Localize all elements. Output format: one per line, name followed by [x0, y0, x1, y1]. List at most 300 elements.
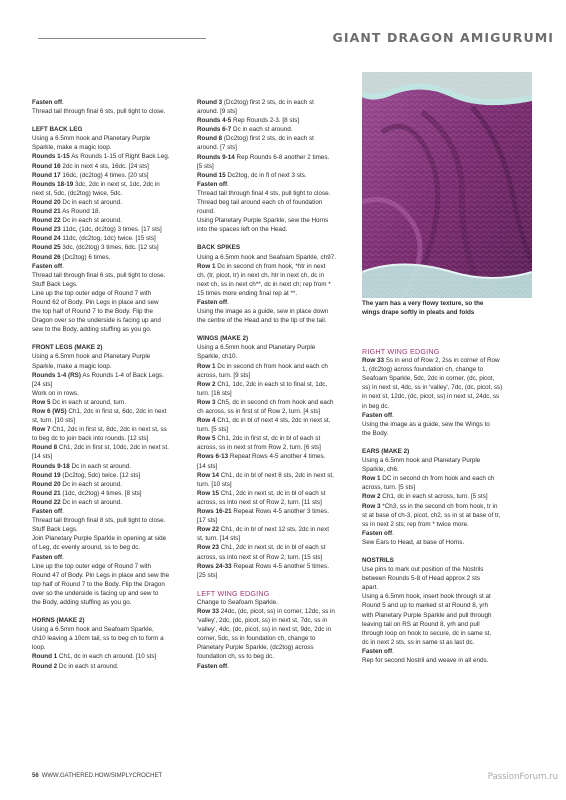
- step-text: Change to Seafoam Sparkle.: [197, 598, 278, 606]
- step-text: Using a 6.5mm hook, insert hook through st at: [362, 593, 491, 601]
- instruction-line: [197, 343, 357, 352]
- step-text: 24dc, (dc, picot, ss) in corner, 12dc, ss in: [219, 607, 335, 615]
- header-rule: [38, 38, 206, 39]
- instruction-line: [32, 553, 192, 562]
- instruction-line: [197, 652, 357, 661]
- step-text: st, turn. [14 sts]: [197, 535, 241, 543]
- instruction-line: [362, 456, 532, 465]
- instruction-line: [362, 520, 532, 529]
- step-label: Round 8: [197, 135, 223, 143]
- step-label: Rounds 9-14: [197, 153, 235, 161]
- column-middle: [197, 98, 357, 680]
- instruction-line: [32, 516, 192, 525]
- step-label: Round 22: [32, 498, 61, 506]
- page-title: GIANT DRAGON AMIGURUMI: [332, 30, 554, 45]
- step-text: Dc in second ch from hook and each ch: [215, 362, 328, 370]
- instruction-line: [32, 462, 192, 471]
- instruction-line: [32, 489, 192, 498]
- instruction-line: [362, 420, 532, 429]
- instruction-line: [362, 529, 532, 538]
- step-text: Dc in each st around, turn.: [50, 398, 127, 406]
- instruction-line: [197, 389, 357, 398]
- step-text: .: [227, 298, 229, 306]
- step-label: Row 14: [197, 471, 220, 479]
- page-number: 56: [32, 773, 39, 779]
- instruction-line: [32, 225, 192, 234]
- step-text: next st, 5dc, (dc2tog) twice, 5dc.: [32, 189, 123, 197]
- step-text: ch10 leaving a 10cm tail, ss to beg ch to form a: [32, 635, 164, 643]
- instruction-line: [197, 162, 357, 171]
- instruction-line: [32, 234, 192, 243]
- step-text: Using a 6.5mm hook and Planetary Purple: [32, 135, 151, 143]
- step-text: around. [9 sts]: [197, 108, 237, 116]
- step-label: Round 24: [32, 235, 61, 243]
- instruction-line: [362, 502, 532, 511]
- instruction-line: [32, 152, 192, 161]
- step-text: in beg dc.: [362, 402, 390, 410]
- instruction-line: [362, 629, 532, 638]
- instruction-line: [197, 371, 357, 380]
- instruction-line: [197, 352, 357, 361]
- step-label: Rounds 4-5: [197, 117, 232, 125]
- instruction-line: [362, 620, 532, 629]
- step-text: Ch1, 2dc in first st, dc in bl of each st: [215, 435, 321, 443]
- instruction-line: [362, 374, 532, 383]
- instruction-line: [32, 480, 192, 489]
- instruction-line: [32, 643, 192, 652]
- step-label: Rounds 6-7: [197, 126, 232, 134]
- step-text: Dc in each st around.: [57, 662, 119, 670]
- instruction-line: [197, 180, 357, 189]
- instruction-line: [197, 643, 357, 652]
- step-label: Row 3: [197, 398, 216, 406]
- step-text: Thread tail through final 6 sts, pull tight to close.: [32, 271, 166, 279]
- step-text: As Rounds 1-15 of Right Back Leg.: [69, 153, 170, 161]
- website-link[interactable]: WWW.GATHERED.HOW/SIMPLYCROCHET: [41, 773, 163, 779]
- page-header: [0, 0, 566, 58]
- section-heading: NOSTRILS: [362, 556, 394, 564]
- step-text: Ch5, dc in second ch from hook and each: [215, 398, 334, 406]
- step-text: Ch1, dc in each st across, turn. [5 sts]: [380, 493, 488, 501]
- step-text: .: [62, 99, 64, 106]
- step-text: (Dc2tog) 6 times.: [60, 253, 111, 261]
- step-text: Line up the top outer edge of Round 7 with: [32, 289, 152, 297]
- step-text: Using Planetary Purple Sparkle, sew the Horns: [197, 217, 329, 225]
- step-text: Rep for second Nostril and weave in all ends.: [362, 657, 489, 664]
- instruction-line: [197, 425, 357, 434]
- instruction-line: [32, 189, 192, 198]
- step-label: Row 23: [197, 544, 220, 552]
- instruction-line: [197, 253, 357, 262]
- step-text: Dc in each st around.: [60, 198, 122, 206]
- instruction-line: [32, 634, 192, 643]
- step-text: Dragon over so the underside is facing up and: [32, 317, 161, 325]
- instruction-line: [197, 489, 357, 498]
- step-text: (1dc, dc2tog) 4 times. [8 sts]: [60, 489, 142, 497]
- step-text: Thread tail through final 8 sts, pull tight to close.: [32, 517, 166, 525]
- instruction-line: [32, 598, 192, 607]
- pattern-section: [32, 616, 192, 671]
- step-text: Using a 6.5mm hook and Planetary Purple: [362, 457, 481, 465]
- step-label: Row 2: [197, 380, 216, 388]
- instruction-line: [197, 616, 357, 625]
- pattern-section: [362, 447, 532, 547]
- step-label: Row 5: [197, 435, 216, 443]
- step-label: Round 15: [197, 171, 226, 179]
- instruction-line: [32, 262, 192, 271]
- instruction-line: [197, 607, 357, 616]
- instruction-line: [197, 534, 357, 543]
- step-label: Round 8: [32, 444, 58, 452]
- step-text: Thread tail through final 4 sts, pull tight to close.: [197, 189, 331, 197]
- instruction-line: [32, 362, 192, 371]
- pattern-section: [362, 347, 532, 438]
- step-text: across, ss in next st from Row 2, turn. [6 sts]: [197, 444, 321, 452]
- crochet-wing-illustration: [362, 72, 532, 298]
- instruction-line: [362, 492, 532, 501]
- instruction-line: [197, 480, 357, 489]
- step-text: Repeat Rows 4-5 another 4 times.: [228, 453, 326, 461]
- step-text: Ch1, 2dc in first st, 10dc, 2dc in next st.: [57, 444, 169, 452]
- instruction-line: [32, 316, 192, 325]
- step-text: Using a 6.5mm hook and Seafoam Sparkle, ch97.: [197, 253, 336, 261]
- instruction-line: [32, 534, 192, 543]
- step-text: Dc in each st around.: [60, 498, 122, 506]
- instruction-line: [197, 498, 357, 507]
- step-label: Fasten off: [362, 529, 393, 537]
- step-text: to beg dc to join back into rounds. [12 sts]: [32, 435, 149, 443]
- step-text: sew to the Body, adding stuffing as you go.: [32, 326, 152, 334]
- instruction-line: [32, 562, 192, 571]
- step-text: loop.: [32, 644, 46, 652]
- step-label: Round 21: [32, 489, 61, 497]
- instruction-line: [362, 465, 532, 474]
- step-text: Dc in each st around.: [60, 217, 122, 225]
- step-text: Using a 6.5mm hook and Planetary Purple: [32, 353, 151, 361]
- step-text: into the spaces left on the Head.: [197, 226, 288, 234]
- step-label: Round 1: [32, 653, 58, 661]
- step-label: Rows 24-33: [197, 562, 232, 570]
- step-text: Sew Ears to Head, at base of Horns.: [362, 538, 465, 546]
- instruction-line: [362, 411, 532, 420]
- section-heading: RIGHT WING EDGING: [362, 347, 440, 356]
- pattern-section: [32, 98, 192, 116]
- instruction-line: [32, 280, 192, 289]
- step-text: turn. [5 sts]: [197, 426, 229, 434]
- step-text: Repeat Rows 4-5 another 3 times.: [231, 508, 329, 516]
- instruction-line: [197, 216, 357, 225]
- step-label: Fasten off: [32, 553, 63, 561]
- step-text: ch across, ss in first st of Row 2, turn. [4 sts]: [197, 408, 321, 415]
- step-label: Row 33: [362, 357, 385, 365]
- step-label: Fasten off: [197, 298, 228, 306]
- instruction-line: [197, 553, 357, 562]
- step-label: Fasten off: [362, 647, 393, 655]
- instruction-line: [32, 625, 192, 634]
- instruction-line: [362, 392, 532, 401]
- instruction-line: [197, 525, 357, 534]
- instruction-line: [32, 525, 192, 534]
- step-text: .: [62, 508, 64, 516]
- step-label: Rounds 1-4 (RS): [32, 371, 81, 379]
- step-text: 1, (dc2tog) across foundation ch, change to: [362, 366, 484, 374]
- instruction-line: [197, 307, 357, 316]
- step-label: Round 19: [32, 471, 61, 479]
- section-heading: LEFT BACK LEG: [32, 126, 83, 134]
- instruction-line: [32, 207, 192, 216]
- step-text: Rep Rounds 6-8 another 2 times.: [234, 153, 330, 161]
- instruction-line: [197, 225, 357, 234]
- instruction-line: [32, 298, 192, 307]
- step-label: Fasten off: [32, 262, 63, 270]
- instruction-line: [32, 143, 192, 152]
- instruction-line: [362, 365, 532, 374]
- step-text: st at base of ch-3, picot, ch2, ss in st at base of tr,: [362, 511, 501, 519]
- step-text: foundation ch, ss to beg dc.: [197, 653, 275, 661]
- step-text: [5 sts]: [197, 162, 214, 170]
- instruction-line: [32, 352, 192, 361]
- instruction-line: [32, 134, 192, 143]
- instruction-line: [197, 452, 357, 461]
- instruction-line: [362, 638, 532, 647]
- instruction-line: [32, 371, 192, 380]
- step-text: st, turn. [10 sts]: [32, 417, 76, 425]
- instruction-line: [32, 580, 192, 589]
- instruction-line: [32, 216, 192, 225]
- instruction-line: [197, 407, 357, 416]
- instruction-line: [32, 471, 192, 480]
- step-text: Work on in rows.: [32, 389, 79, 397]
- instruction-line: [197, 416, 357, 425]
- step-text: Ch1, 2dc in first st, 8dc, 2dc in next st, ss: [50, 426, 167, 434]
- instruction-line: [362, 574, 532, 583]
- step-label: Rounds 18-19: [32, 180, 74, 188]
- instruction-line: [362, 538, 532, 547]
- step-label: Round 3: [197, 99, 223, 106]
- instruction-line: [32, 443, 192, 452]
- instruction-line: [32, 507, 192, 516]
- step-text: apart.: [362, 584, 379, 592]
- instruction-line: [362, 583, 532, 592]
- step-text: the Body, adding stuffing as you go.: [32, 598, 132, 606]
- instruction-line: [197, 280, 357, 289]
- step-label: Round 22: [32, 217, 61, 225]
- step-text: turn. [10 sts]: [197, 480, 232, 488]
- step-text: Ss in end of Row 2, 2ss in corner of Row: [384, 357, 500, 365]
- instruction-line: [362, 383, 532, 392]
- instruction-line: [197, 471, 357, 480]
- step-text: Ch1, 2dc in next st, dc in bl of each st: [219, 489, 326, 497]
- instruction-line: [32, 652, 192, 661]
- step-label: Row 4: [197, 417, 216, 425]
- instruction-line: [197, 462, 357, 471]
- step-text: Ch1, 2dc in first st, 6dc, 2dc in next: [66, 408, 167, 415]
- step-label: Round 2: [32, 662, 58, 670]
- step-text: Dc in second ch from hook, *htr in next: [215, 262, 326, 270]
- step-text: .: [392, 411, 394, 419]
- step-text: .: [392, 647, 394, 655]
- instruction-line: [197, 271, 357, 280]
- instruction-line: [362, 592, 532, 601]
- step-label: Fasten off: [197, 180, 228, 188]
- instruction-line: [32, 325, 192, 334]
- pattern-section: [197, 334, 357, 580]
- section-heading: FRONT LEGS (MAKE 2): [32, 344, 103, 352]
- instruction-line: [362, 565, 532, 574]
- step-text: (Dc2tog, 5dc) twice. [12 sts]: [60, 471, 141, 479]
- instruction-line: [362, 474, 532, 483]
- instruction-line: [362, 402, 532, 411]
- step-text: Using the image as a guide, sew in place down: [197, 308, 329, 316]
- step-label: Fasten off: [32, 99, 63, 106]
- step-text: As Rounds 1-4 of Back Legs.: [80, 371, 164, 379]
- step-text: top half of Round 7 to the Body. Flip the Dragon: [32, 580, 165, 588]
- instruction-line: [197, 134, 357, 143]
- step-label: Row 1: [197, 262, 216, 270]
- step-text: Thread beg tail around each ch of foundation: [197, 199, 323, 207]
- caption-line: The yarn has a very flowy texture, so the: [362, 300, 484, 307]
- step-text: .: [62, 553, 64, 561]
- step-label: Row 3: [362, 502, 381, 510]
- step-label: Fasten off: [362, 411, 393, 419]
- instruction-line: [32, 434, 192, 443]
- instruction-line: [197, 316, 357, 325]
- step-text: Thread tail through final 6 sts, pull tight to close.: [32, 108, 166, 116]
- step-text: around. [7 sts]: [197, 144, 237, 152]
- step-text: the Body.: [362, 429, 389, 437]
- instruction-line: [362, 611, 532, 620]
- step-text: through loop on hook to secure, dc in same st,: [362, 629, 492, 637]
- instruction-line: [362, 356, 532, 365]
- instruction-line: [32, 180, 192, 189]
- step-label: Rounds 9-18: [32, 462, 70, 470]
- step-text: 'valley', 4dc, (dc, picot, ss) in next st, 9dc, 2dc in: [197, 626, 331, 634]
- instruction-line: [197, 625, 357, 634]
- instruction-line: [32, 498, 192, 507]
- step-text: Stuff Back Legs.: [32, 526, 78, 534]
- step-text: corner, 5dc, ss in foundation ch, change to: [197, 635, 316, 643]
- step-text: [17 sts]: [197, 517, 218, 525]
- instruction-line: [197, 298, 357, 307]
- instruction-line: [32, 243, 192, 252]
- step-label: Rows 6-13: [197, 453, 229, 461]
- step-text: turn. [16 sts]: [197, 389, 232, 397]
- step-label: Rounds 1-15: [32, 153, 70, 161]
- step-text: Round 5 and up to marked st at Round 8, yrh: [362, 602, 489, 610]
- instruction-line: [32, 662, 192, 671]
- step-text: Ch1, 2dc in next st, dc in bl of each st: [219, 544, 326, 552]
- step-text: Sparkle, ch10.: [197, 353, 238, 361]
- step-label: Round 16: [32, 162, 61, 170]
- instruction-line: [32, 543, 192, 552]
- step-text: 3dc, (dc2tog) 3 times, 6dc. [12 sts]: [60, 244, 159, 252]
- instruction-line: [197, 207, 357, 216]
- step-text: Ch1, dc in each ch around. [10 sts]: [57, 653, 157, 661]
- step-text: across, ss into next st of Row 2, turn. [11 sts]: [197, 498, 322, 506]
- step-text: with Planetary Purple Sparkle and pull through: [362, 611, 492, 619]
- section-heading: LEFT WING EDGING: [197, 588, 270, 598]
- instruction-line: [32, 171, 192, 180]
- pattern-section: [197, 243, 357, 325]
- page-footer: [32, 773, 162, 779]
- instruction-line: [362, 656, 532, 665]
- instruction-line: [32, 271, 192, 280]
- step-text: across, ss into next st of Row 2, turn. [15 sts]: [197, 553, 323, 561]
- instruction-line: [32, 398, 192, 407]
- instruction-line: [197, 189, 357, 198]
- step-label: Round 26: [32, 253, 61, 261]
- step-label: Row 2: [362, 493, 381, 501]
- section-heading: HORNS (MAKE 2): [32, 617, 85, 625]
- step-text: ss) in next st, 4dc, ss in 'valley', 7dc, (dc, picot, ss): [362, 384, 503, 392]
- step-label: Row 1: [197, 362, 216, 370]
- step-text: across, turn. [5 sts]: [362, 484, 416, 492]
- instruction-line: [197, 443, 357, 452]
- instruction-line: [362, 601, 532, 610]
- step-text: ss in next 2 sts; rep from * twice more.: [362, 520, 469, 528]
- step-text: between Rounds 5-8 of Head approx 2 sts: [362, 575, 480, 583]
- instruction-line: [197, 571, 357, 580]
- step-label: Row 5: [32, 398, 51, 406]
- instruction-line: [197, 434, 357, 443]
- section-heading: WINGS (MAKE 2): [197, 335, 249, 343]
- step-label: Rows 16-21: [197, 508, 232, 516]
- step-label: Round 20: [32, 198, 61, 206]
- instruction-line: [197, 107, 357, 116]
- step-label: Fasten off: [32, 508, 63, 516]
- step-text: Dc in each st around.: [60, 480, 122, 488]
- instruction-line: [32, 389, 192, 398]
- step-text: .: [62, 262, 64, 270]
- step-text: the top half of Round 7 to the Body. Flip the: [32, 308, 154, 316]
- step-text: [25 sts]: [197, 571, 218, 579]
- instruction-line: [197, 398, 357, 407]
- section-heading: EARS (MAKE 2): [362, 447, 410, 455]
- step-text: across, turn. [9 sts]: [197, 371, 251, 379]
- step-label: Round 23: [32, 226, 61, 234]
- step-label: Fasten off: [197, 662, 228, 670]
- step-text: ch, (tr, picot, tr) in next ch, htr in next ch, dc in: [197, 271, 325, 279]
- instruction-line: [32, 162, 192, 171]
- step-text: Ch1, dc in bl of next 8 sts, 2dc in next st,: [219, 471, 334, 479]
- instruction-line: [197, 380, 357, 389]
- step-text: in next st, 12dc, (dc, picot, ss) in next st, 24dc, ss: [362, 393, 500, 401]
- step-text: 16dc, (dc2tog) 4 times. [20 sts]: [60, 171, 149, 179]
- step-text: Ch1, 1dc, 2dc in each st to final st, 1dc,: [215, 380, 328, 388]
- instruction-line: [197, 262, 357, 271]
- step-text: Dc in each st around.: [69, 462, 132, 470]
- step-label: Round 20: [32, 480, 61, 488]
- instruction-line: [362, 511, 532, 520]
- instruction-line: [32, 425, 192, 434]
- step-text: Seafoam Sparkle, 5dc, 2dc in corner, (dc, picot,: [362, 375, 495, 383]
- step-text: 'valley', 2dc, (dc, picot, ss) in next st, 7dc, ss in: [197, 617, 328, 625]
- step-text: Repeat Rows 4-5 another 5 times.: [231, 562, 329, 570]
- instruction-line: [197, 362, 357, 371]
- step-text: As Round 18.: [60, 208, 101, 216]
- instruction-line: [197, 562, 357, 571]
- instruction-line: [197, 507, 357, 516]
- instruction-line: [32, 407, 192, 416]
- step-label: Row 1: [362, 475, 381, 483]
- instruction-line: [197, 634, 357, 643]
- step-text: Using a 6.5mm hook and Planetary Purple: [197, 344, 316, 352]
- step-label: Row 7: [32, 426, 51, 434]
- step-text: Line up the top outer edge of Round 7 with: [32, 562, 152, 570]
- instruction-line: [197, 662, 357, 671]
- step-text: leaving tail on RS at Round 8, yrh and pull: [362, 620, 480, 628]
- instruction-line: [32, 416, 192, 425]
